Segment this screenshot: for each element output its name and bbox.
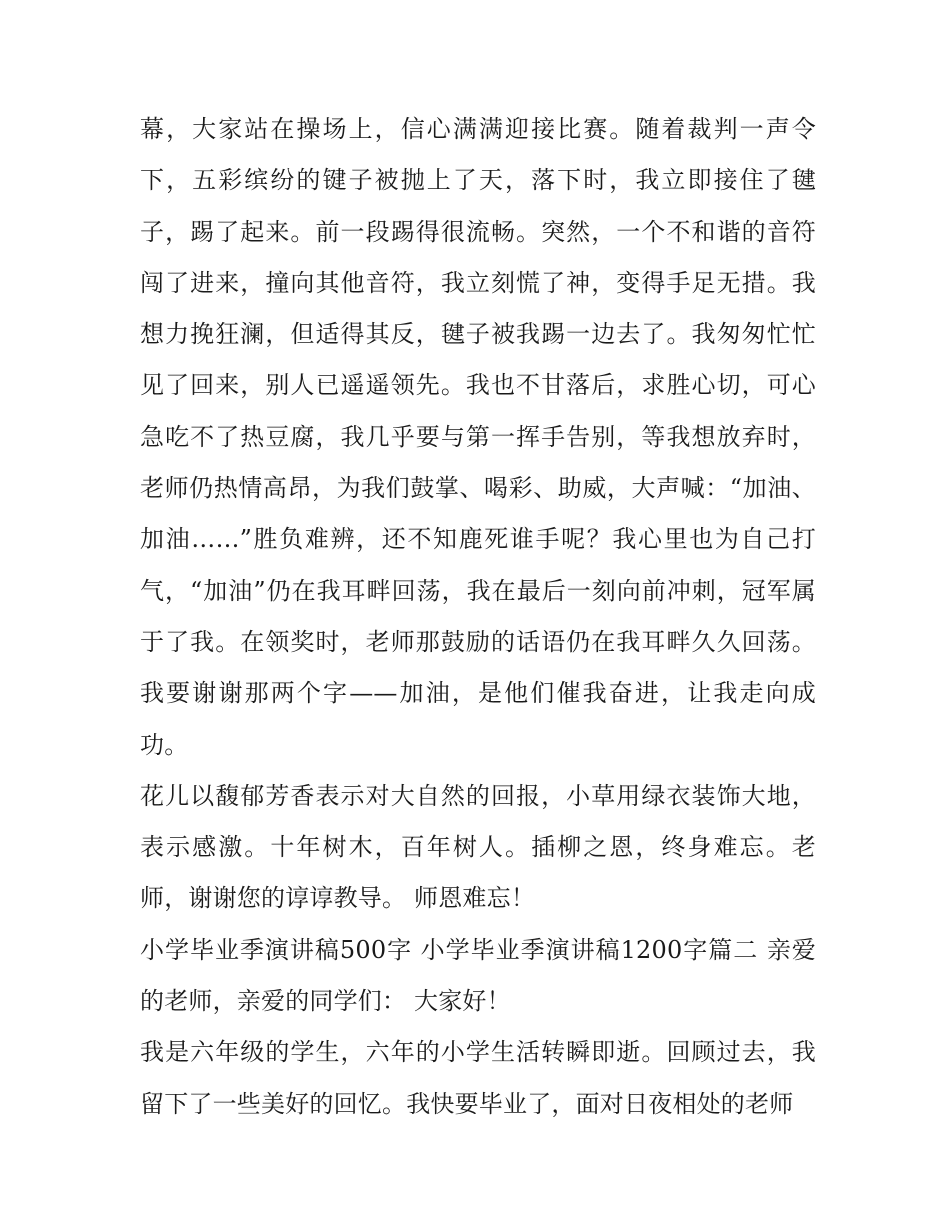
paragraph-competition-story: 幕，大家站在操场上，信心满满迎接比赛。随着裁判一声令下，五彩缤纷的键子被抛上了天，落下时，我立即接住了毽子，踢了起来。前一段踢得很流畅。突然，一个不和谐的音符闯了进来，撞向其他音符，我立刻慌了神，变得手足无措。我想力挽狂澜，但适得其反，毽子被我踢一边去了。我匆匆忙忙见了回来，别人已遥遥领先。我也不甘落后，求胜心切，可心急吃不了热豆腐，我几乎要与第一挥手告别，等我想放弃时，老师仍热情高昂，为我们鼓掌、喝彩、助威，大声喊：“加油、加油……”胜负难辨，还不知鹿死谁手呢？我心里也为自己打气，“加油”仍在我耳畔回荡，我在最后一刻向前冲刺，冠军属于了我。在领奖时，老师那鼓励的话语仍在我耳畔久久回荡。我要谢谢那两个字——加油，是他们催我奋进，让我走向成功。	[140, 115, 816, 759]
paragraph-speech-heading: 小学毕业季演讲稿500字 小学毕业季演讲稿1200字篇二 亲爱的老师，亲爱的同学们： 大家好！	[140, 935, 816, 1016]
paragraph-gratitude: 花儿以馥郁芳香表示对大自然的回报，小草用绿衣装饰大地，表示感激。十年树木，百年树人。插柳之恩，终身难忘。老师，谢谢您的谆谆教导。 师恩难忘！	[140, 781, 816, 913]
document-page	[140, 104, 816, 1130]
paragraph-speech-opening: 我是六年级的学生，六年的小学生活转瞬即逝。回顾过去，我留下了一些美好的回忆。我快要毕业了，面对日夜相处的老师	[140, 1038, 816, 1118]
